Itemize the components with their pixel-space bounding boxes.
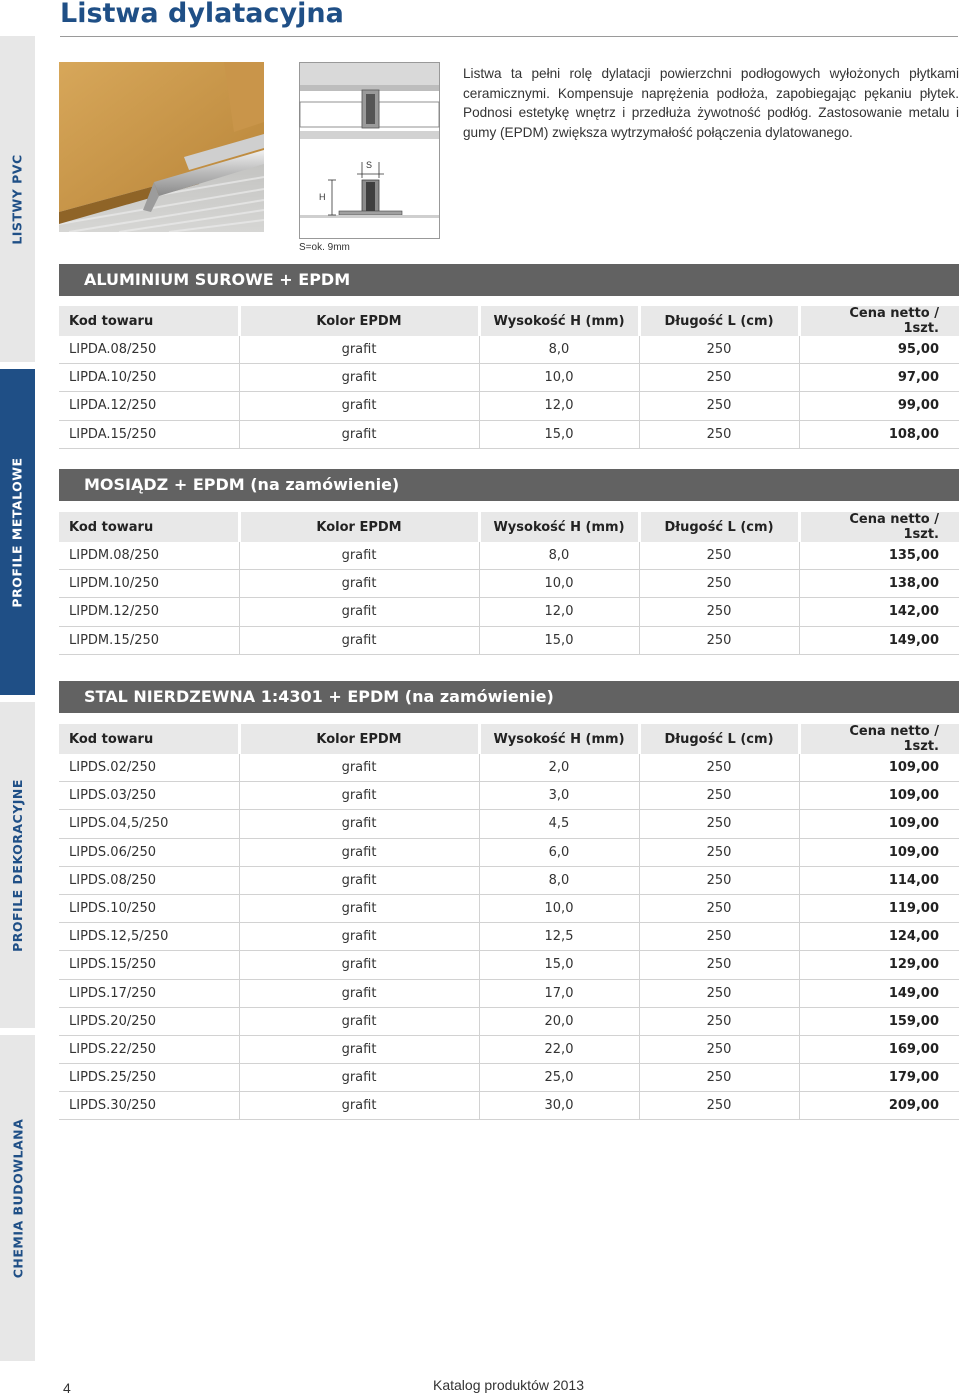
col-header-price: Cena netto / 1szt.: [799, 306, 959, 336]
diagram-caption: S=ok. 9mm: [299, 242, 350, 253]
table-row: [59, 542, 959, 570]
cell-length: 250: [639, 598, 799, 626]
table-row: [59, 894, 959, 922]
table-header-row: [59, 306, 959, 336]
table-row: [59, 1035, 959, 1063]
table-row: [59, 570, 959, 598]
footer-text: Katalog produktów 2013: [433, 1377, 584, 1393]
section-title-stal-nierdzewna: STAL NIERDZEWNA 1:4301 + EPDM (na zamówienie): [59, 681, 959, 713]
cell-length: 250: [639, 392, 799, 420]
cell-code: LIPDS.17/250: [59, 979, 239, 1007]
section-title-mosiadz: MOSIĄDZ + EPDM (na zamówienie): [59, 469, 959, 501]
cell-price: 169,00: [799, 1035, 959, 1063]
cell-height: 12,0: [479, 392, 639, 420]
cell-price: 159,00: [799, 1007, 959, 1035]
cell-color: grafit: [239, 866, 479, 894]
cross-section-diagram: [299, 62, 440, 239]
table-row: [59, 364, 959, 392]
side-tab-chemia-budowlana[interactable]: [0, 1035, 35, 1361]
cell-color: grafit: [239, 782, 479, 810]
table-row: [59, 838, 959, 866]
cell-code: LIPDS.02/250: [59, 754, 239, 782]
col-header-height: Wysokość H (mm): [479, 724, 639, 754]
cell-color: grafit: [239, 626, 479, 654]
cell-price: 124,00: [799, 923, 959, 951]
price-table-mosiadz: [59, 512, 959, 655]
cell-code: LIPDA.12/250: [59, 392, 239, 420]
price-table-aluminium: [59, 306, 959, 449]
cell-color: grafit: [239, 1035, 479, 1063]
table-row: [59, 336, 959, 364]
cell-price: 109,00: [799, 782, 959, 810]
table-row: [59, 598, 959, 626]
cell-price: 138,00: [799, 570, 959, 598]
cell-length: 250: [639, 1007, 799, 1035]
cell-price: 114,00: [799, 866, 959, 894]
col-header-code: Kod towaru: [59, 512, 239, 542]
side-tab-listwy-pvc[interactable]: [0, 36, 35, 362]
diagram-label-h: H: [319, 192, 326, 202]
table-row: [59, 754, 959, 782]
cell-code: LIPDM.10/250: [59, 570, 239, 598]
table-row: [59, 810, 959, 838]
cell-code: LIPDS.04,5/250: [59, 810, 239, 838]
cell-height: 20,0: [479, 1007, 639, 1035]
cell-height: 8,0: [479, 336, 639, 364]
table-row: [59, 392, 959, 420]
cell-height: 2,0: [479, 754, 639, 782]
col-header-height: Wysokość H (mm): [479, 512, 639, 542]
cell-color: grafit: [239, 570, 479, 598]
table-row: [59, 626, 959, 654]
cell-code: LIPDA.10/250: [59, 364, 239, 392]
cell-color: grafit: [239, 598, 479, 626]
cell-height: 6,0: [479, 838, 639, 866]
cell-price: 109,00: [799, 754, 959, 782]
cell-length: 250: [639, 810, 799, 838]
cell-price: 179,00: [799, 1064, 959, 1092]
cell-code: LIPDS.12,5/250: [59, 923, 239, 951]
cell-price: 108,00: [799, 420, 959, 448]
cell-code: LIPDS.03/250: [59, 782, 239, 810]
cell-length: 250: [639, 894, 799, 922]
table-row: [59, 1007, 959, 1035]
side-tab-profile-dekoracyjne[interactable]: [0, 702, 35, 1028]
cell-code: LIPDS.20/250: [59, 1007, 239, 1035]
cell-length: 250: [639, 754, 799, 782]
table-header-row: [59, 512, 959, 542]
col-header-color: Kolor EPDM: [239, 724, 479, 754]
cell-height: 15,0: [479, 626, 639, 654]
cell-code: LIPDS.06/250: [59, 838, 239, 866]
cell-height: 4,5: [479, 810, 639, 838]
diagram-label-s: S: [366, 160, 373, 170]
cell-height: 3,0: [479, 782, 639, 810]
side-tab-label: PROFILE DEKORACYJNE: [10, 778, 25, 952]
cell-height: 10,0: [479, 570, 639, 598]
cell-length: 250: [639, 866, 799, 894]
cell-color: grafit: [239, 923, 479, 951]
cell-length: 250: [639, 420, 799, 448]
cell-color: grafit: [239, 754, 479, 782]
cell-height: 12,5: [479, 923, 639, 951]
cell-color: grafit: [239, 392, 479, 420]
cell-length: 250: [639, 626, 799, 654]
side-tab-label: LISTWY PVC: [10, 153, 26, 245]
cell-color: grafit: [239, 894, 479, 922]
cell-length: 250: [639, 570, 799, 598]
cell-length: 250: [639, 923, 799, 951]
cell-price: 135,00: [799, 542, 959, 570]
cell-code: LIPDS.15/250: [59, 951, 239, 979]
cell-code: LIPDM.08/250: [59, 542, 239, 570]
col-header-length: Długość L (cm): [639, 724, 799, 754]
cell-price: 149,00: [799, 626, 959, 654]
page-number: 4: [63, 1380, 71, 1396]
col-header-length: Długość L (cm): [639, 306, 799, 336]
price-table-stal-nierdzewna: [59, 724, 959, 1120]
cell-code: LIPDA.08/250: [59, 336, 239, 364]
table-header-row: [59, 724, 959, 754]
cell-price: 209,00: [799, 1092, 959, 1120]
cell-height: 15,0: [479, 420, 639, 448]
table-row: [59, 420, 959, 448]
cell-price: 95,00: [799, 336, 959, 364]
cell-length: 250: [639, 838, 799, 866]
table-row: [59, 951, 959, 979]
cell-price: 129,00: [799, 951, 959, 979]
cell-color: grafit: [239, 336, 479, 364]
product-photo: [59, 62, 264, 232]
cell-length: 250: [639, 542, 799, 570]
cell-color: grafit: [239, 420, 479, 448]
cell-length: 250: [639, 364, 799, 392]
cell-length: 250: [639, 1064, 799, 1092]
col-header-color: Kolor EPDM: [239, 512, 479, 542]
cell-length: 250: [639, 951, 799, 979]
cell-price: 149,00: [799, 979, 959, 1007]
col-header-price: Cena netto / 1szt.: [799, 724, 959, 754]
cell-height: 15,0: [479, 951, 639, 979]
cell-price: 142,00: [799, 598, 959, 626]
cell-color: grafit: [239, 1092, 479, 1120]
cell-code: LIPDS.22/250: [59, 1035, 239, 1063]
cell-price: 97,00: [799, 364, 959, 392]
col-header-height: Wysokość H (mm): [479, 306, 639, 336]
col-header-code: Kod towaru: [59, 306, 239, 336]
cell-color: grafit: [239, 1064, 479, 1092]
section-title-aluminium: ALUMINIUM SUROWE + EPDM: [59, 264, 959, 296]
cell-length: 250: [639, 1092, 799, 1120]
cell-color: grafit: [239, 838, 479, 866]
side-tab-label: CHEMIA BUDOWLANA: [10, 1118, 26, 1278]
cell-code: LIPDS.08/250: [59, 866, 239, 894]
table-row: [59, 866, 959, 894]
cell-height: 22,0: [479, 1035, 639, 1063]
cell-price: 99,00: [799, 392, 959, 420]
table-row: [59, 979, 959, 1007]
cell-height: 10,0: [479, 894, 639, 922]
table-row: [59, 1092, 959, 1120]
side-tab-profile-metalowe[interactable]: [0, 369, 35, 695]
cell-height: 30,0: [479, 1092, 639, 1120]
cell-code: LIPDS.25/250: [59, 1064, 239, 1092]
table-row: [59, 782, 959, 810]
col-header-code: Kod towaru: [59, 724, 239, 754]
col-header-length: Długość L (cm): [639, 512, 799, 542]
cell-code: LIPDS.10/250: [59, 894, 239, 922]
table-row: [59, 1064, 959, 1092]
col-header-color: Kolor EPDM: [239, 306, 479, 336]
cell-color: grafit: [239, 810, 479, 838]
title-divider: [60, 36, 958, 37]
cell-height: 25,0: [479, 1064, 639, 1092]
cell-price: 109,00: [799, 810, 959, 838]
cell-color: grafit: [239, 951, 479, 979]
cell-color: grafit: [239, 979, 479, 1007]
cell-code: LIPDM.12/250: [59, 598, 239, 626]
cell-price: 109,00: [799, 838, 959, 866]
cell-color: grafit: [239, 1007, 479, 1035]
cell-color: grafit: [239, 364, 479, 392]
cell-price: 119,00: [799, 894, 959, 922]
cell-height: 17,0: [479, 979, 639, 1007]
cell-length: 250: [639, 1035, 799, 1063]
side-tab-label: PROFILE METALOWE: [10, 456, 26, 608]
cell-length: 250: [639, 336, 799, 364]
table-row: [59, 923, 959, 951]
product-description: Listwa ta pełni rolę dylatacji powierzchni podłogowych wyłożonych płytkami ceramicznymi. Kompensuje naprężenia podłoża, zapobiegając pękaniu płytek. Podnosi estetykę wnętrz i przedłuża żywotność podłóg. Zastosowanie metalu i gumy (EPDM) zwiększa wytrzymałość połączenia dylatowanego.: [463, 66, 959, 140]
cell-height: 10,0: [479, 364, 639, 392]
cell-color: grafit: [239, 542, 479, 570]
cell-height: 12,0: [479, 598, 639, 626]
cell-height: 8,0: [479, 866, 639, 894]
cell-code: LIPDM.15/250: [59, 626, 239, 654]
cell-length: 250: [639, 979, 799, 1007]
page-title: Listwa dylatacyjna: [60, 0, 344, 29]
cell-code: LIPDS.30/250: [59, 1092, 239, 1120]
cell-height: 8,0: [479, 542, 639, 570]
cell-code: LIPDA.15/250: [59, 420, 239, 448]
col-header-price: Cena netto / 1szt.: [799, 512, 959, 542]
cell-length: 250: [639, 782, 799, 810]
